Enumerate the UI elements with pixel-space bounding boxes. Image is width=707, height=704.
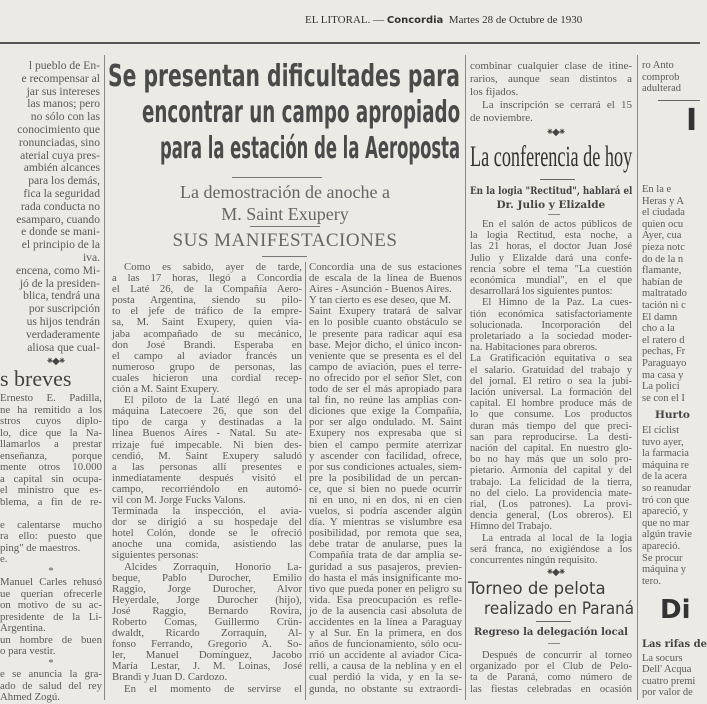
text-line: las manos; pero <box>27 97 100 111</box>
text-line: fica la seguridad <box>23 186 100 200</box>
text-line: vil con M. Jorge Fucks Valons. <box>112 493 246 506</box>
text-line: pieza notc <box>642 241 685 253</box>
text-line: campo de aviación, pues el terre- <box>309 360 462 373</box>
divider <box>536 621 571 622</box>
subheadline-line: Dr. Julio y Elizalde <box>496 199 606 211</box>
text-line: ping" de maestros. <box>0 541 81 554</box>
divider <box>232 177 322 178</box>
text-line: trabajo. La felicidad de la tierra, <box>470 476 632 488</box>
text-line: Se procur <box>642 552 683 564</box>
text-line <box>0 508 102 520</box>
text-line: numeroso grupo de personas, las <box>112 360 302 373</box>
column-rule <box>305 262 306 700</box>
text-line: el principio de la <box>21 238 100 252</box>
text-line: do hasta el más insignificante mo- <box>309 571 462 584</box>
text-line: lo, dice que la Na- <box>0 426 102 439</box>
text-line: tró con que <box>642 494 690 506</box>
text-line: Dell' Acqua <box>642 664 692 676</box>
text-line: algún travie <box>642 529 692 541</box>
text-line: Ahmed Zogú. <box>0 691 60 703</box>
text-line: no sólo con las <box>30 110 100 124</box>
text-line: Terminada la inspección, el avia- <box>112 505 302 518</box>
text-line: ado de salud del rey <box>0 679 102 692</box>
text-line: será franca, no exigiéndose a los <box>470 543 632 555</box>
text-line: Manuel Carles rehusó <box>0 576 102 588</box>
text-line: stros cuyos diplo- <box>0 415 102 427</box>
text-line: Himno del Trabajo. <box>470 521 552 533</box>
text-line: cho a la <box>642 323 675 335</box>
text-line: concurrentes ningún requisito. <box>470 555 598 567</box>
column-rule <box>465 55 466 700</box>
text-line: rarios, aunque sean distintos a <box>470 73 632 85</box>
section-heading-breves: s breves <box>0 366 72 391</box>
text-line: diciones que exige la Compañía, <box>309 405 462 418</box>
text-line: ma casa y <box>642 369 684 381</box>
paper-name: EL LITORAL. <box>305 14 371 26</box>
text-line: siguientes personas: <box>112 549 199 562</box>
text-line: esamparo, cuando <box>16 212 100 226</box>
text-line: dwaldt, Ricardo Zorraquín, Al- <box>112 627 302 640</box>
text-line: En la e <box>642 184 672 195</box>
text-line: máquina Latecoere 26, que son del <box>112 405 302 418</box>
text-line: habían de <box>642 276 683 288</box>
far-right-body-2 <box>642 425 700 587</box>
text-line: Ernesto E. Padilla, <box>0 392 102 404</box>
text-line: us hijos tendrán <box>26 314 100 328</box>
subheadline-line: La demostración de anoche a <box>180 182 390 202</box>
text-line: proletariado a la sociedad moder- <box>470 331 632 343</box>
subheadline-line: En la logia "Rectitud", hablará el <box>470 185 633 197</box>
text-line: blica, tendrá una <box>23 289 100 303</box>
text-line: combinar cualquier clase de itine- <box>470 60 632 72</box>
text-line: cendió, M. Saint Exupery saludó <box>112 449 302 462</box>
text-line: maltratado <box>642 288 687 300</box>
text-line: debe tratar de anularse, pues la <box>309 538 462 551</box>
text-line: cual perdió la vida, y en la se- <box>309 671 462 684</box>
text-line: jaba acompañado de su mecánico, <box>112 327 302 340</box>
conferencia-subheadline <box>470 184 632 212</box>
text-line: rrió un accidente al aviador Cica- <box>309 649 462 662</box>
right-column-top <box>470 60 632 125</box>
text-line: quien ocu <box>642 218 684 230</box>
text-line: Alcides Zorraquín, Honorio La- <box>124 560 302 573</box>
text-line: llamarlos a prestar <box>0 438 102 450</box>
divider <box>262 256 307 257</box>
text-line: rencia sobre el tema "La cuestión <box>470 263 632 275</box>
text-line: a las 17 horas, llegó a Concordia <box>112 272 302 285</box>
text-line: e recompensar al <box>21 71 100 85</box>
text-line: Como es sabido, ayer de tarde, <box>124 261 302 273</box>
text-line: de escala de la línea de Buenos <box>309 272 462 285</box>
text-line: el ministro que es- <box>0 484 102 496</box>
text-line: apareció, y <box>642 506 689 518</box>
text-line: enseñanza, porque <box>0 449 102 462</box>
text-line: día. Y mientras se vislumbre esa <box>309 516 462 529</box>
torneo-body <box>470 650 632 695</box>
masthead-rule <box>0 42 700 44</box>
text-line: La entrada al local de la logia <box>482 532 632 544</box>
text-line: tero. <box>642 575 661 587</box>
text-line: un hombre de buen <box>0 633 102 646</box>
divider <box>658 100 700 101</box>
text-line: se con el I <box>642 392 685 404</box>
text-line: línea Buenos Aires - Natal. Su ate- <box>112 427 302 440</box>
text-line: pietario. Armonía del capital y del <box>470 465 632 477</box>
text-line: en lo posible cuanto obstáculo se <box>309 316 462 329</box>
text-line: base. Mejor dicho, el único incon- <box>309 338 462 351</box>
text-line: máquina re <box>642 459 689 471</box>
text-line: posibilidad, por remota que sea, <box>309 527 462 540</box>
text-line: Aires - Asunción - Buenos Aires. <box>309 283 452 296</box>
text-line: a capital sin ocupa- <box>0 472 102 485</box>
text-line: Heyerdale, Jorge Durocher (hijo), <box>112 593 302 606</box>
far-right-top <box>642 60 700 95</box>
text-line: el ratero d <box>642 334 685 346</box>
far-right-body-3 <box>642 653 700 699</box>
text-line: los fijados. <box>470 86 519 98</box>
text-line: veniente que se presenta es el del <box>309 349 462 362</box>
text-line: le presente para radicar aquí esa <box>309 327 462 340</box>
text-line: el salario. Gratuidad del trabajo y <box>470 364 632 376</box>
left-column-bottom <box>0 393 102 704</box>
divider <box>540 179 575 180</box>
text-line: ambién alcances <box>23 161 100 175</box>
conferencia-body <box>470 219 632 566</box>
text-line: por suscripción <box>28 302 100 316</box>
text-line: vida. Esa preocupación es refle- <box>309 593 462 606</box>
text-line: o para vestir. <box>0 645 56 657</box>
text-line: fonso Ferrando, Gregorio A. So- <box>112 638 302 651</box>
text-line: Concordia una de sus estaciones <box>309 261 462 273</box>
subheadline-line: M. Saint Exupery <box>221 204 349 224</box>
text-line: dor se dirigió a su hospedaje del <box>112 516 302 529</box>
masthead <box>305 14 582 26</box>
text-line: Después de concurrir al torneo <box>482 650 632 661</box>
text-line: por sus condiciones actuales, siem- <box>309 460 462 473</box>
text-line: flamante, <box>642 265 682 277</box>
headline-line: Torneo de pelota <box>468 579 606 598</box>
text-line: lación universal. La formación del <box>470 387 632 399</box>
text-line: e calentarse mucho <box>0 518 102 531</box>
article-column-2 <box>309 262 462 695</box>
text-line: vuelos, si podría ascender algún <box>309 505 462 518</box>
text-line: posta Argentina, siendo su pilo- <box>112 294 302 307</box>
torneo-headline <box>468 579 634 619</box>
text-line: ra ello: puesto que <box>0 530 102 542</box>
text-line: todo de ser el más apropiado para <box>309 383 462 396</box>
text-line: e. <box>0 553 8 565</box>
text-line: por valor de <box>642 687 693 699</box>
text-line: el Laté 26, de la Compañía Aero- <box>112 283 302 296</box>
text-line: * <box>48 564 54 577</box>
text-line: En el salón de actos públicos de <box>482 219 632 230</box>
text-line: por ser algo ondulado. M. Saint <box>309 416 462 429</box>
text-line: rrizaje fué impecable. Ni bien des- <box>112 438 302 451</box>
column-rule <box>104 55 105 700</box>
text-line: de noviembre. <box>470 112 533 124</box>
text-line: Ayer, cua <box>642 230 682 242</box>
text-line: Brandi y Juan D. Cardozo. <box>112 671 228 684</box>
text-line: rial, (Los patrones). La provi- <box>470 499 632 511</box>
text-line: pechas, Fr <box>642 346 686 358</box>
text-line: anoche una comida, asistiendo las <box>112 538 302 551</box>
text-line: mente otros 10.000 <box>0 461 102 473</box>
text-line: aliosa que cual- <box>27 340 100 354</box>
article-column-1 <box>112 262 302 695</box>
ornament-divider: ⁕◆⁕ <box>545 127 565 138</box>
text-line: rada conducta no <box>20 199 100 213</box>
text-line: jó de la presiden- <box>19 276 100 290</box>
left-column-top <box>0 60 100 354</box>
text-line: tuvo ayer, <box>642 436 684 448</box>
subheading-rifas: Las rifas de <box>642 639 707 650</box>
section-title: SUS MANIFESTACIONES <box>172 230 398 251</box>
text-line: bo no hay más que un solo pro- <box>470 454 632 466</box>
text-line: relli, a causa de la neblina y en el <box>309 660 462 673</box>
headline-line: Se presentan dificultades para <box>108 59 460 94</box>
headline-line: encontrar un campo apropiado <box>142 95 461 130</box>
text-line: las fiestas celebradas en ocasión <box>470 683 632 695</box>
text-line: solucionada. Incorporación del <box>470 319 632 331</box>
divider <box>250 226 320 227</box>
torneo-subheadline-wrap <box>470 626 632 639</box>
text-line: El Himno de la Paz. La cues- <box>482 297 632 309</box>
text-line: tión económica satisfactoriamente <box>470 308 632 320</box>
text-line: jo de la ausencia casi absoluta de <box>309 604 462 617</box>
text-line: económica mundial", en el que <box>470 275 632 287</box>
subheading-hurto: Hurto <box>655 409 690 421</box>
text-line: máquina y <box>642 564 687 576</box>
masthead-separator: — <box>373 14 385 26</box>
text-line: Y tan cierto es ese deseo, que M. <box>309 294 452 307</box>
text-line: El ciclist <box>642 425 680 436</box>
text-line: presidente de la Li- <box>0 610 102 623</box>
text-line: jar sus intereses <box>26 84 100 98</box>
text-line: ronunciadas, sino <box>18 135 100 149</box>
text-line: no ofrecido por el señor Slet, con <box>309 371 462 384</box>
text-line: ta de Paraná, como número de <box>470 672 632 684</box>
text-line: José Raggio, Bernardo Rovira, <box>112 604 302 617</box>
text-line: tal fin, no reúne las amplias con- <box>309 394 462 407</box>
text-line: hotel Colón, donde se le ofreció <box>112 527 302 540</box>
text-line: tipo de carga y destinadas a la <box>112 416 302 429</box>
text-line: conocimiento que <box>17 122 100 136</box>
text-line: inmediatamente después visitó el <box>112 471 302 484</box>
text-line: beque, Pablo Durocher, Emilio <box>112 571 302 584</box>
text-line: guridad a sus pasajeros, previen- <box>309 560 462 573</box>
date: Martes 28 de Octubre de 1930 <box>448 14 583 26</box>
ornament-divider: ⁕◆⁕ <box>545 567 565 578</box>
text-line: cuatro premi <box>642 675 696 687</box>
headline-line: realizado en Paraná <box>484 599 635 618</box>
text-line: Raggio, Jorge Durocher, Alvor <box>112 582 302 595</box>
text-line: la farmacia <box>642 448 689 460</box>
text-line: y ascender con facilidad, ofrece, <box>309 449 462 462</box>
text-line: las 21 horas, el doctor Juan José <box>470 241 632 253</box>
text-line: Paraguayo <box>642 357 687 369</box>
text-line: desarrollará los siguientes puntos: <box>470 286 613 298</box>
text-line: e donde se mani- <box>21 225 100 239</box>
text-line: El piloto de la Laté llegó en una <box>124 394 302 407</box>
text-line: Saint Exupery tratará de salvar <box>309 305 462 318</box>
text-line: no del cielo. La providencia mate- <box>470 487 632 499</box>
text-line: on motivo de su ac- <box>0 599 102 611</box>
text-line: pre la posibilidad de un percan- <box>309 471 462 484</box>
text-line: Julio y Elizalde dará una confe- <box>470 252 632 264</box>
text-line: y al Sur. En la primera, en dos <box>309 627 462 640</box>
text-line: para los demás, <box>28 174 100 188</box>
text-line: ción a M. Saint Exupery. <box>112 383 220 396</box>
text-line: apareció. <box>642 540 681 552</box>
text-line: ue querían ofrecerle <box>0 587 102 600</box>
text-line: del jornal. El retiro o sea la jubi- <box>470 375 632 387</box>
text-line: campo, recorriéndolo en automó- <box>112 482 302 495</box>
text-line: ler, Manuel Domínguez, Jacobo <box>112 649 302 662</box>
text-line: gunda, no obstante su extraordi- <box>309 682 462 695</box>
text-line: do de la n <box>642 253 684 265</box>
text-line: iva. <box>82 250 100 264</box>
text-line: Roberto Comas, Guillermo Crün- <box>112 616 302 628</box>
text-line: accidentes en la línea a Paraguay <box>309 616 462 628</box>
text-line: capital. El hombre produce más de <box>470 398 632 410</box>
divider <box>548 214 560 215</box>
text-line: de la acera <box>642 471 687 483</box>
text-line: bien el campo permite aterrizar <box>309 438 462 451</box>
ornament-divider: ⁕◆⁕ <box>45 356 65 367</box>
text-line: l pueblo de En- <box>28 59 100 72</box>
text-line: e se anuncia la gra- <box>0 668 102 680</box>
far-right-body <box>642 184 700 404</box>
text-line: verdaderamente <box>25 327 100 341</box>
text-line: encena, como Mi- <box>15 263 100 277</box>
text-line: el campo al aviador francés un <box>112 349 302 362</box>
text-line: La Gratificación equitativa o sea <box>470 353 632 365</box>
text-line: * <box>48 656 54 669</box>
column-rule <box>637 55 638 700</box>
text-line: La socurs <box>642 653 683 664</box>
text-line: na. Habitaciones para obreros. <box>470 342 598 354</box>
text-line: dencia general, (Los obreros). El <box>470 510 632 522</box>
headline-fragment: Di <box>660 595 691 625</box>
text-line: blema, a fin de re- <box>0 495 102 508</box>
text-line: ni en uno, ni en dos, ni en cien <box>309 493 462 506</box>
text-line: comprob <box>642 71 680 83</box>
text-line: a las personas allí presentes e <box>112 460 302 473</box>
text-line: ce, que si bien no puede ocurrir <box>309 482 462 495</box>
text-line: duran más tiempo del que preci- <box>470 420 632 432</box>
text-line: ro Anto <box>642 60 674 71</box>
text-line: aterial cuya pres- <box>20 148 100 162</box>
text-line: sa, M. Saint Exupery, quien via- <box>112 316 302 329</box>
torneo-subheadline: Regreso la delegación local <box>474 627 628 638</box>
text-line: La polici <box>642 381 680 393</box>
divider <box>548 643 560 644</box>
text-line: La inscripción se cerrará el 15 <box>482 99 632 111</box>
text-line: tación ni c <box>642 299 686 311</box>
text-line: lo que consume. Los productos <box>470 409 632 421</box>
text-line: san para reproducirse. La desti- <box>470 431 632 443</box>
text-line: Heras y A <box>642 195 684 207</box>
headline-line: para la estación de la Aeroposta <box>160 131 461 166</box>
text-line: organizado por el Club de Pelo- <box>470 661 632 673</box>
headline-fragment: I <box>686 103 698 138</box>
main-headline <box>108 60 463 170</box>
text-line: Argentina. <box>0 622 46 634</box>
text-line: cuales hicieron una cordial recep- <box>112 371 302 384</box>
city: Concordia <box>386 15 444 26</box>
text-line: En el momento de servirse el <box>124 682 302 695</box>
text-line: Compañía trata de dar amplia se- <box>309 549 462 562</box>
conferencia-headline: La conferencia de hoy <box>470 140 633 173</box>
text-line: años de funcionamiento, sólo ocu- <box>309 638 462 651</box>
text-line: don José Brandi. Esperaba en <box>112 338 302 351</box>
text-line: Exupery nos expresaba que si <box>309 427 462 440</box>
subheadline <box>110 181 460 225</box>
text-line: ne ha remitido a los <box>0 403 102 416</box>
text-line: la logia Rectitud, esta noche, a <box>470 230 632 242</box>
text-line: to el jefe de tráfico de la empre- <box>112 305 302 318</box>
text-line: que no mar <box>642 517 690 529</box>
text-line: adulterad <box>642 83 682 95</box>
text-line: María Lestar, J. M. Loinas, José <box>112 660 302 673</box>
text-line: El damn <box>642 311 678 323</box>
text-line: nación del capital. En nuestro glo- <box>470 443 632 455</box>
text-line: el ciudada <box>642 207 685 219</box>
text-line: so reanudar <box>642 482 691 494</box>
text-line: tivo que pueda poner en peligro su <box>309 582 462 595</box>
